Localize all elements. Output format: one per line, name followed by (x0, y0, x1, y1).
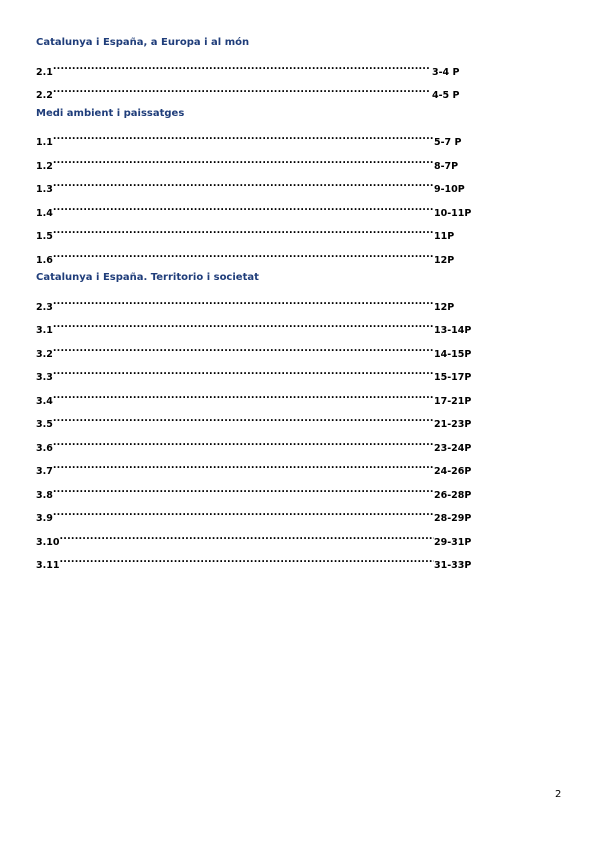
toc-entry-pages: 14-15P (434, 348, 472, 360)
toc-entry-number: 3.8 (36, 489, 53, 501)
dot-leader (53, 363, 434, 380)
dot-leader (53, 152, 434, 169)
toc-entry[interactable] (36, 340, 476, 364)
toc-entry-number: 1.2 (36, 160, 53, 172)
toc-entry-number: 3.3 (36, 372, 53, 383)
toc-entry[interactable] (36, 246, 476, 270)
toc-entry-number: 2.3 (36, 301, 53, 313)
toc-entry[interactable] (36, 434, 476, 458)
toc-entry-number: 1.5 (36, 231, 53, 242)
toc-entry-pages: 26-28P (434, 489, 472, 501)
toc-entry[interactable] (36, 293, 476, 317)
page-number: 2 (555, 789, 562, 800)
toc-entry-pages: 29-31P (434, 536, 472, 548)
toc-entry[interactable] (36, 457, 476, 481)
dot-leader (53, 316, 434, 333)
toc-entry-number: 1.6 (36, 254, 53, 266)
toc-entry[interactable] (36, 551, 476, 575)
toc-entry-number: 3.7 (36, 466, 53, 477)
toc-entry-number: 3.5 (36, 419, 53, 430)
toc-entry[interactable] (36, 152, 476, 176)
section-heading: Medi ambient i paissatges (36, 107, 185, 119)
toc-entry-number: 1.3 (36, 184, 53, 195)
toc-entry-pages: 15-17P (434, 372, 472, 383)
toc-entry-number: 3.11 (36, 560, 60, 571)
toc-entry-pages: 23-24P (434, 442, 472, 454)
toc-entry-pages: 10-11P (434, 207, 472, 219)
dot-leader (53, 340, 434, 357)
toc-entry-pages: 3-4 P (432, 66, 460, 78)
toc-entry-number: 2.1 (36, 66, 53, 78)
toc-entry-number: 1.4 (36, 207, 53, 219)
dot-leader (53, 81, 430, 98)
toc-entry-pages: 24-26P (434, 466, 472, 477)
toc-entry-pages: 31-33P (434, 560, 472, 571)
toc-entry-pages: 17-21P (434, 395, 472, 407)
toc-entry-number: 3.10 (36, 536, 60, 548)
toc-entry-number: 3.4 (36, 395, 53, 407)
toc-entry-pages: 8-7P (434, 160, 459, 172)
toc-entry-number: 3.2 (36, 348, 53, 360)
dot-leader (53, 128, 434, 145)
dot-leader (53, 457, 434, 474)
section-heading: Catalunya i España. Territorio i societat (36, 272, 259, 283)
toc-entry[interactable] (36, 316, 476, 340)
dot-leader (53, 175, 434, 192)
toc-entry-number: 3.6 (36, 442, 53, 454)
dot-leader (53, 58, 430, 75)
dot-leader (53, 410, 434, 427)
toc-entry-pages: 9-10P (434, 184, 465, 195)
toc-entry[interactable] (36, 199, 476, 223)
toc-entry[interactable] (36, 528, 476, 552)
toc-entry-pages: 28-29P (434, 513, 472, 524)
toc-entry[interactable] (36, 504, 476, 528)
dot-leader (59, 528, 434, 545)
dot-leader (53, 293, 434, 310)
table-of-contents (36, 34, 476, 575)
toc-entry[interactable] (36, 58, 476, 82)
dot-leader (53, 504, 434, 521)
toc-entry[interactable] (36, 387, 476, 411)
section-heading: Catalunya i España, a Europa i al món (36, 37, 250, 48)
toc-entry[interactable] (36, 175, 476, 199)
dot-leader (53, 481, 434, 498)
dot-leader (53, 222, 434, 239)
toc-entry[interactable] (36, 363, 476, 387)
toc-entry[interactable] (36, 481, 476, 505)
toc-entry-number: 1.1 (36, 137, 53, 148)
toc-entry-number: 2.2 (36, 90, 53, 101)
toc-entry-pages: 21-23P (434, 419, 472, 430)
dot-leader (53, 246, 434, 263)
toc-entry[interactable] (36, 410, 476, 434)
dot-leader (53, 387, 434, 404)
toc-entry-number: 3.1 (36, 325, 53, 336)
toc-entry-number: 3.9 (36, 513, 53, 524)
dot-leader (53, 199, 434, 216)
toc-entry[interactable] (36, 81, 476, 105)
dot-leader (59, 551, 434, 568)
toc-entry-pages: 11P (434, 231, 455, 242)
toc-entry[interactable] (36, 222, 476, 246)
toc-entry-pages: 12P (434, 254, 455, 266)
dot-leader (53, 434, 434, 451)
toc-entry-pages: 5-7 P (434, 137, 462, 148)
toc-entry[interactable] (36, 128, 476, 152)
toc-entry-pages: 4-5 P (432, 90, 460, 101)
toc-entry-pages: 13-14P (434, 325, 472, 336)
toc-entry-pages: 12P (434, 301, 455, 313)
